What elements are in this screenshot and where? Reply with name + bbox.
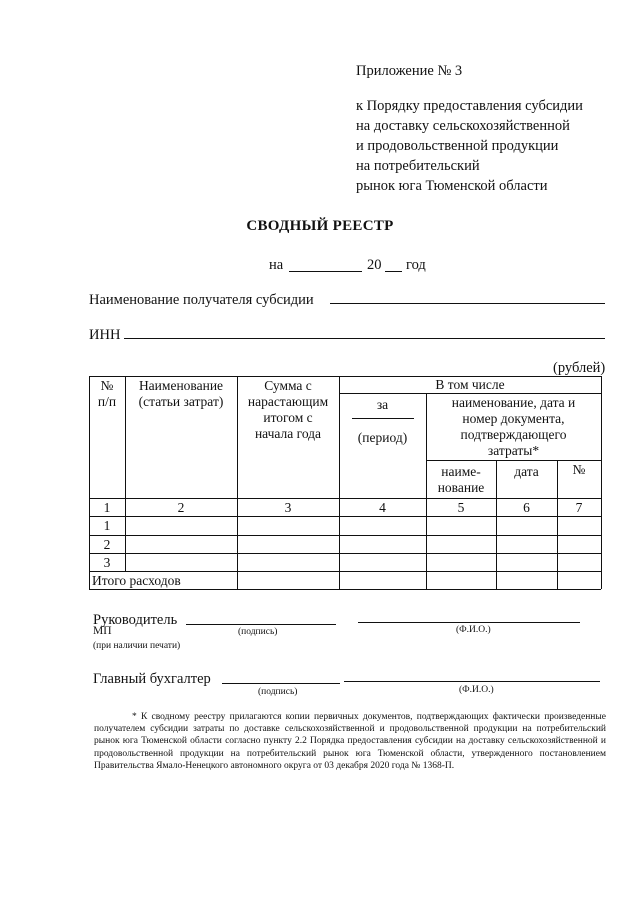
period-year-prefix: 20 [367,257,382,273]
accountant-name-caption: (Ф.И.О.) [459,685,494,695]
header-name [125,378,237,410]
appendix-line: к Порядку предоставления субсидии [356,98,583,114]
inn-blank[interactable] [124,338,605,339]
table-border [601,376,602,589]
column-number: 2 [177,500,185,515]
column-number: 7 [575,500,583,515]
footnote-text: * К сводному реестру прилагаются копии первичных документов, подтверждающих фактически произведенные получателем субсидии затраты по доставке сельскохозяйственной и продовольственной продукции на потребительский рынок юга Тюменской области согласно пункту 2.2 Порядка предоставления субсидии на доставку сельскохозяйственной и продовольственной продукции на потребительский рынок юга Тюменской области, утвержденного постановлением Правительства Ямало-Ненецкого автономного округа от 03 декабря 2020 года № 1368-П. [94,712,606,771]
head-name-caption: (Ф.И.О.) [456,625,491,635]
table-line [89,516,601,517]
stamp-note: (при наличии печати) [93,641,181,651]
inn-label: ИНН [89,327,121,343]
accountant-signature-blank[interactable] [222,683,340,684]
head-signature-blank[interactable] [186,624,336,625]
table-row-number: 3 [103,555,111,570]
header-doc-line: номер документа, [462,411,565,426]
year-blank[interactable] [385,271,402,272]
header-doc-num: № [572,462,586,477]
footnote [94,711,606,772]
unit-label: (рублей) [553,360,606,376]
table-row-number: 2 [103,537,111,552]
header-sum-line: итогом с [263,410,313,425]
header-doc-name [426,464,496,496]
accountant-name-blank[interactable] [344,681,600,682]
header-doc-date: дата [514,464,539,479]
recipient-name-label: Наименование получателя субсидии [89,292,314,308]
head-signature-caption: (подпись) [238,627,278,637]
header-doc-name-line: наиме- [441,464,481,479]
header-sum-line: Сумма с [264,378,312,393]
header-name-line: (статьи затрат) [138,394,224,409]
table-line [89,535,601,536]
appendix-line: и продовольственной продукции [356,138,559,154]
table-line [89,553,601,554]
header-period-label: (период) [357,430,408,445]
header-for-label: за [376,397,389,412]
header-sum [237,378,339,442]
table-row-number: 1 [103,518,111,533]
period-suffix: год [406,257,426,273]
header-including: В том числе [435,377,505,392]
table-line [557,460,558,589]
appendix-line: на потребительский [356,158,480,174]
header-doc-line: наименование, дата и [451,395,576,410]
header-document-group [426,395,601,459]
accountant-label: Главный бухгалтер [93,671,211,687]
recipient-name-blank[interactable] [330,303,605,304]
stamp-label: МП [93,625,112,637]
appendix-header [356,62,606,196]
column-number: 4 [379,500,386,515]
header-doc-name-line: нование [437,480,485,495]
table-line [426,460,601,461]
accountant-signature-caption: (подпись) [258,687,298,697]
header-doc-line: затраты* [487,443,540,458]
total-label: Итого расходов [92,573,181,588]
head-name-blank[interactable] [358,622,580,623]
appendix-title: Приложение № 3 [356,63,463,79]
head-label: Руководитель [93,612,178,628]
header-sum-line: начала года [254,426,322,441]
column-number: 1 [103,500,111,515]
period-underline [352,418,414,419]
header-num-line: № [100,378,114,393]
table-border [89,589,601,590]
table-line [89,571,601,572]
header-num-line: п/п [97,394,117,409]
appendix-line: рынок юга Тюменской области [356,178,548,194]
period-blank[interactable] [289,271,362,272]
document-title: СВОДНЫЙ РЕЕСТР [246,218,394,234]
header-sum-line: нарастающим [247,394,329,409]
table-line [339,393,601,394]
header-num [89,378,125,410]
column-number: 6 [523,500,530,515]
column-number: 5 [457,500,465,515]
table-line [89,498,601,499]
header-doc-line: подтверждающего [460,427,567,442]
period-prefix: на [269,257,284,273]
column-number: 3 [284,500,292,515]
header-name-line: Наименование [138,378,224,393]
appendix-line: на доставку сельскохозяйственной [356,118,570,134]
